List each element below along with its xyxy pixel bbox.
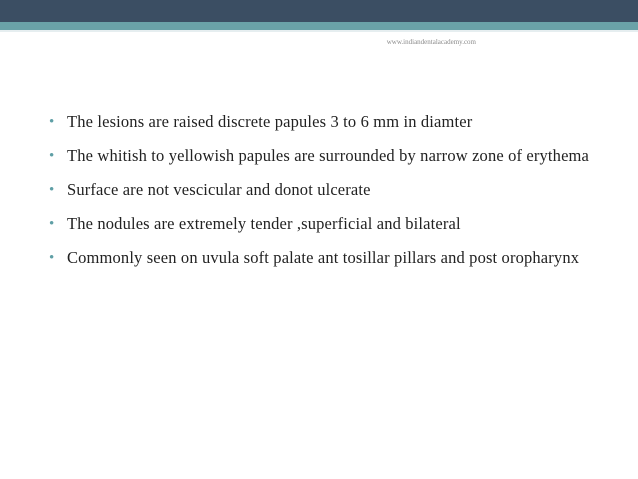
header-light-stripe bbox=[0, 30, 638, 32]
bullet-dot-icon: • bbox=[49, 216, 55, 232]
bullet-item bbox=[50, 178, 610, 202]
bullet-dot-icon: • bbox=[49, 250, 55, 266]
bullet-text: Surface are not vescicular and donot ulcerate bbox=[67, 180, 371, 199]
header-teal-stripe bbox=[0, 22, 638, 30]
bullet-dot-icon: • bbox=[49, 114, 55, 130]
slide-header-band bbox=[0, 0, 638, 30]
source-url: www.indiandentalacademy.com bbox=[386, 38, 476, 46]
bullet-item bbox=[50, 144, 610, 168]
bullet-dot-icon: • bbox=[49, 182, 55, 198]
bullet-item bbox=[50, 212, 610, 236]
bullet-text: The lesions are raised discrete papules 3 to 6 mm in diamter bbox=[67, 112, 473, 131]
bullet-item bbox=[50, 110, 610, 134]
header-dark-stripe bbox=[0, 0, 638, 22]
bullet-dot-icon: • bbox=[49, 148, 55, 164]
bullet-text: Commonly seen on uvula soft palate ant tosillar pillars and post oropharynx bbox=[67, 248, 580, 267]
bullet-text: The whitish to yellowish papules are surrounded by narrow zone of erythema bbox=[67, 146, 589, 165]
bullet-list bbox=[50, 110, 610, 280]
bullet-item bbox=[50, 246, 610, 270]
bullet-text: The nodules are extremely tender ,superficial and bilateral bbox=[67, 214, 461, 233]
